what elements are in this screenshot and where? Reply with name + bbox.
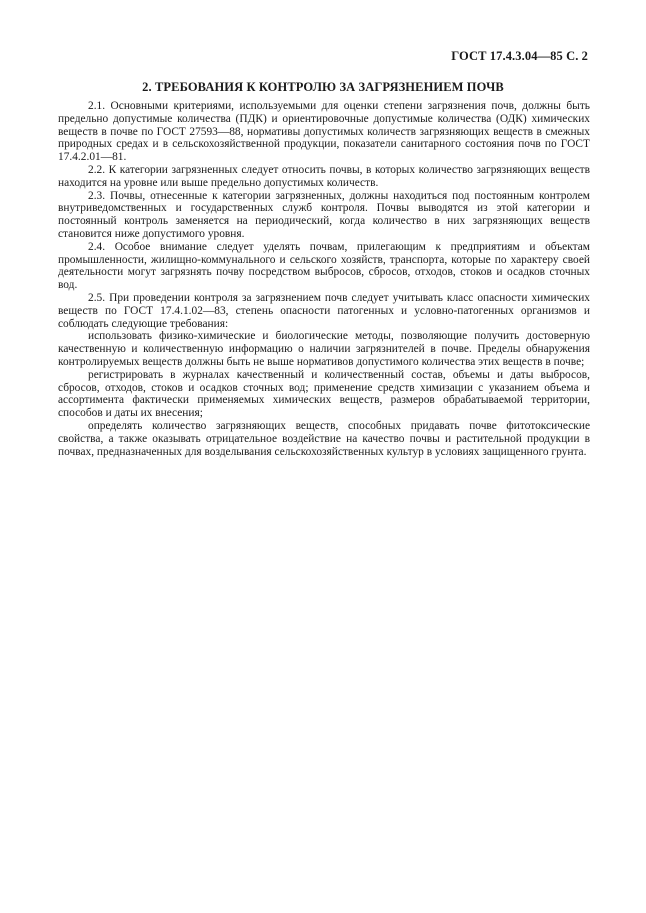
paragraph-2-3: 2.3. Почвы, отнесенные к категории загрязненных, должны находиться под постоянным контролем внутриведомственных и государственных служб контроля. Почвы выводятся из этой категории и постоянный контроль заменяется на периодический, когда количество в них загрязняющих веществ становится ниже допустимого уровня. bbox=[58, 189, 590, 240]
requirement-item-phytotoxic: определять количество загрязняющих веществ, способных придавать почве фитотоксические свойства, а также оказывать отрицательное воздействие на качество почвы и растительной продукции в почвах, предназначенных для возделывания сельскохозяйственных культур в условиях защищенного грунта. bbox=[58, 419, 590, 458]
paragraph-2-2: 2.2. К категории загрязненных следует относить почвы, в которых количество загрязняющих веществ находится на уровне или выше предельно допустимых количеств. bbox=[58, 163, 590, 189]
paragraph-2-1: 2.1. Основными критериями, используемыми для оценки степени загрязнения почв, должны быть предельно допустимые количества (ПДК) и ориентировочные допустимые количества (ОДК) химических веществ в почве по ГОСТ 27593—88, нормативы допустимых количеств загрязняющих веществ в смежных природных средах и в сельскохозяйственной продукции, показатели санитарного состояния почв по ГОСТ 17.4.2.01—81. bbox=[58, 100, 590, 164]
paragraph-2-5: 2.5. При проведении контроля за загрязнением почв следует учитывать класс опасности химических веществ по ГОСТ 17.4.1.02—83, степень опасности патогенных и условно-патогенных организмов и соблюдать следующие требования: bbox=[58, 291, 590, 330]
running-header: ГОСТ 17.4.3.04—85 С. 2 bbox=[451, 49, 588, 63]
requirement-item-methods: использовать физико-химические и биологические методы, позволяющие получить достоверную качественную и количественную информацию о наличии загрязнителей в почве. Пределы обнаружения контролируемых веществ должны быть не выше нормативов допустимого количества этих веществ в почве; bbox=[58, 330, 590, 368]
requirement-item-registration: регистрировать в журналах качественный и количественный состав, объемы и даты выбросов, сбросов, отходов, стоков и осадков сточных вод; применение средств химизации с указанием объема и ассортимента фактически применяемых химических веществ, размеров обрабатываемой территории, способов и даты их внесения; bbox=[58, 368, 590, 420]
section-title: 2. ТРЕБОВАНИЯ К КОНТРОЛЮ ЗА ЗАГРЯЗНЕНИЕМ ПОЧВ bbox=[142, 80, 504, 94]
paragraph-2-4: 2.4. Особое внимание следует уделять почвам, прилегающим к предприятиям и объектам промышленности, жилищно-коммунального и сельского хозяйств, транспорта, которые по характеру своей деятельности могут загрязнять почву посредством выбросов, сбросов, отходов, стоков и осадков сточных вод. bbox=[58, 240, 590, 292]
body-text bbox=[58, 100, 590, 458]
